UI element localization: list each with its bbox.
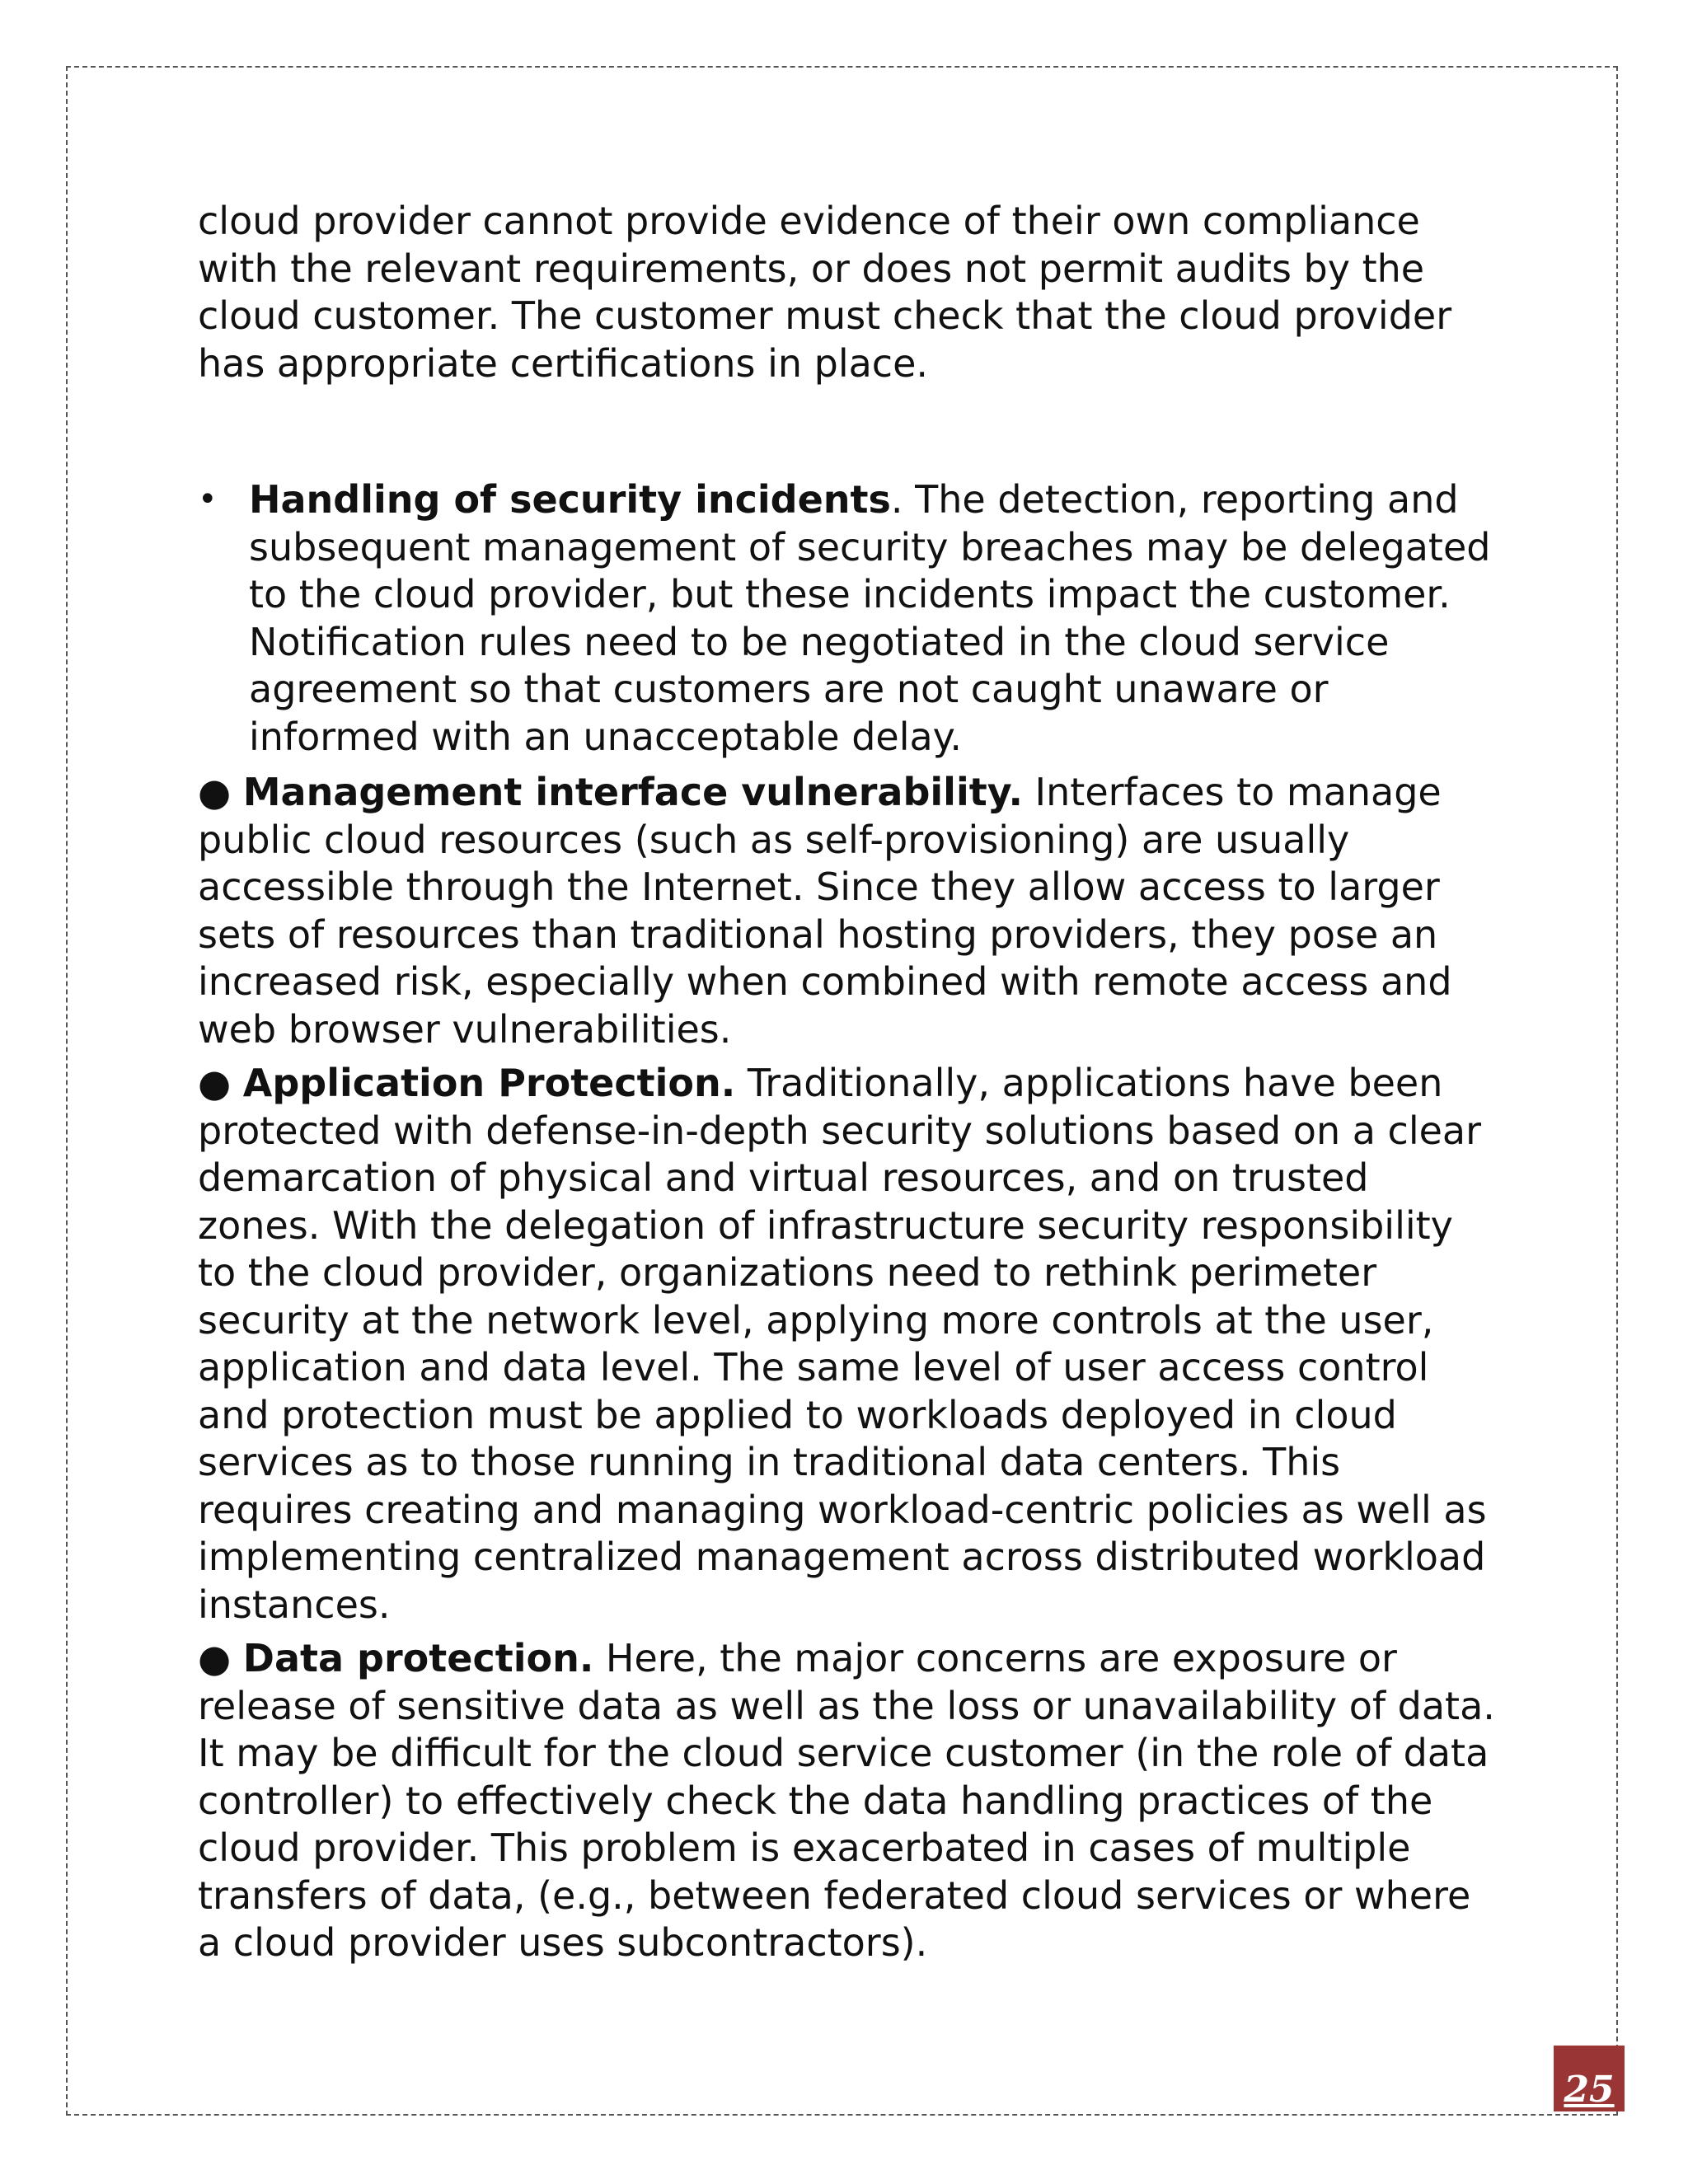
bullet-title: Data protection. xyxy=(242,1636,594,1680)
bullet-text: . The detection, reporting and subsequent management of security breaches may be delegated to the cloud provider, but these incidents impact the customer. Notification rules need to be negotiated in the cloud service agreement so that customers are not caught unaware or informed with an unacceptable delay. xyxy=(249,477,1491,759)
bullet-marker: • xyxy=(198,480,218,518)
bullet-data-protection xyxy=(198,1635,1500,1967)
bullet-text: Traditionally, applications have been protected with defense-in-depth security solutions based on a clear demarcation of physical and virtual resources, and on trusted zones. With the delegation of infrastructure security responsibility to the cloud provider, organizations need to rethink perimeter security at the network level, applying more controls at the user, application and data level. The same level of user access control and protection must be applied to workloads deployed in cloud services as to those running in traditional data centers. This requires creating and managing workload-centric policies as well as implementing centralized management across distributed workload instances. xyxy=(198,1061,1487,1627)
bullet-title: Management interface vulnerability. xyxy=(242,770,1023,814)
bullet-marker: ● xyxy=(198,1061,232,1105)
intro-paragraph: cloud provider cannot provide evidence of their own compliance with the relevant requirements, or does not permit audits by the cloud customer. The customer must check that the cloud provider has appropriate certifications in place. xyxy=(198,199,1452,386)
bullet-marker: ● xyxy=(198,1636,232,1680)
page-number-badge xyxy=(1554,2046,1625,2111)
document-body xyxy=(198,198,1500,1974)
bullet-title: Application Protection. xyxy=(242,1061,736,1105)
bullet-handling-security-incidents xyxy=(198,476,1500,761)
bullet-text: Interfaces to manage public cloud resources (such as self-provisioning) are usually accessible through the Internet. Since they allow access to larger sets of resources than traditional hosting providers, they pose an increased risk, especially when combined with remote access and web browser vulnerabilities. xyxy=(198,770,1452,1052)
page-number: 25 xyxy=(1564,2069,1615,2111)
bullet-title: Handling of security incidents xyxy=(249,477,891,522)
paragraph-spacer xyxy=(198,387,1500,476)
bullet-text: Here, the major concerns are exposure or release of sensitive data as well as the loss or unavailability of data. It may be difficult for the cloud service customer (in the role of data controller) to effectively check the data handling practices of the cloud provider. This problem is exacerbated in cases of multiple transfers of data, (e.g., between federated cloud services or where a cloud provider uses subcontractors). xyxy=(198,1636,1495,1965)
bullet-management-interface-vulnerability xyxy=(198,769,1500,1053)
bullet-application-protection xyxy=(198,1060,1500,1629)
bullet-marker: ● xyxy=(198,770,232,814)
